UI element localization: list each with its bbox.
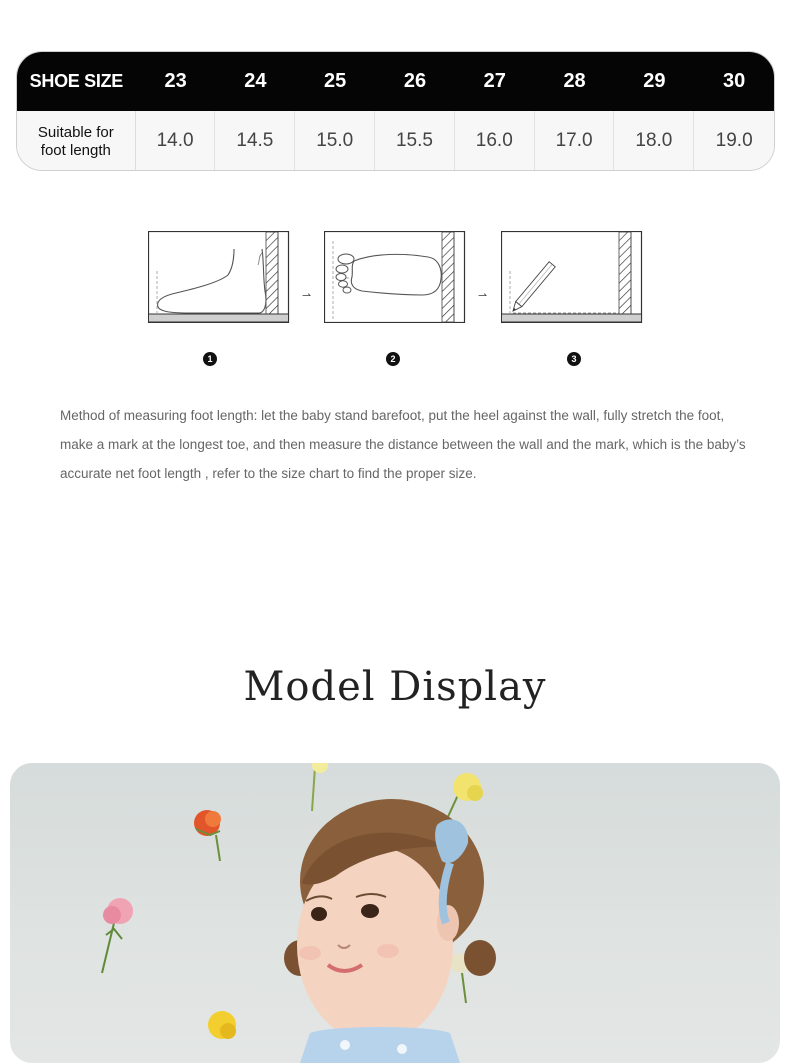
flower-icon bbox=[102, 898, 133, 973]
foot-length-cell: 17.0 bbox=[535, 111, 615, 171]
arrow-icon: ⇀ bbox=[302, 290, 312, 302]
size-cell: 24 bbox=[244, 70, 267, 92]
flower-icon bbox=[312, 763, 328, 811]
model-photo bbox=[10, 763, 780, 1063]
shoe-size-label: SHOE SIZE bbox=[29, 71, 123, 91]
size-cell: 29 bbox=[643, 70, 666, 92]
foot-length-label-line1: Suitable for bbox=[37, 124, 114, 141]
foot-top-icon bbox=[324, 231, 466, 323]
size-chart-table bbox=[16, 51, 775, 171]
size-cell: 30 bbox=[723, 70, 746, 92]
foot-length-cell: 19.0 bbox=[715, 130, 753, 151]
foot-length-cell: 15.5 bbox=[375, 111, 455, 171]
girl-model bbox=[284, 799, 496, 1063]
size-chart-header-row bbox=[17, 52, 774, 111]
model-display-title: Model Display bbox=[243, 664, 547, 710]
step-3-badge: 3 bbox=[567, 352, 581, 366]
size-cell: 28 bbox=[563, 70, 586, 92]
size-cell: 26 bbox=[403, 70, 427, 92]
step-2-badge: 2 bbox=[386, 352, 400, 366]
foot-length-cell: 15.0 bbox=[295, 111, 375, 171]
arrow-icon: ⇀ bbox=[478, 290, 488, 302]
size-cell: 25 bbox=[324, 70, 347, 92]
foot-length-cell: 14.0 bbox=[136, 111, 216, 171]
measuring-instructions: Method of measuring foot length: let the baby stand barefoot, put the heel against the wall, fully stretch the foot, make a mark at the longest toe, and then measure the distance between the wall and the mark, which is the baby’s accurate net foot length , refer to the size chart to find the proper size. bbox=[60, 408, 746, 481]
foot-length-cell: 14.5 bbox=[215, 111, 295, 171]
foot-length-label bbox=[17, 111, 136, 171]
flower-icon bbox=[194, 810, 221, 861]
pencil-mark-icon bbox=[501, 231, 643, 323]
size-cell: 23 bbox=[164, 70, 187, 92]
size-cell: 27 bbox=[483, 70, 506, 92]
flower-icon bbox=[446, 773, 483, 821]
flower-icon bbox=[208, 1011, 236, 1039]
foot-length-label-line2: foot length bbox=[40, 142, 111, 159]
foot-length-row bbox=[17, 111, 774, 171]
foot-side-icon bbox=[148, 231, 290, 323]
foot-length-cell: 16.0 bbox=[455, 111, 535, 171]
foot-length-cell: 18.0 bbox=[614, 111, 694, 171]
step-1-badge: 1 bbox=[203, 352, 217, 366]
